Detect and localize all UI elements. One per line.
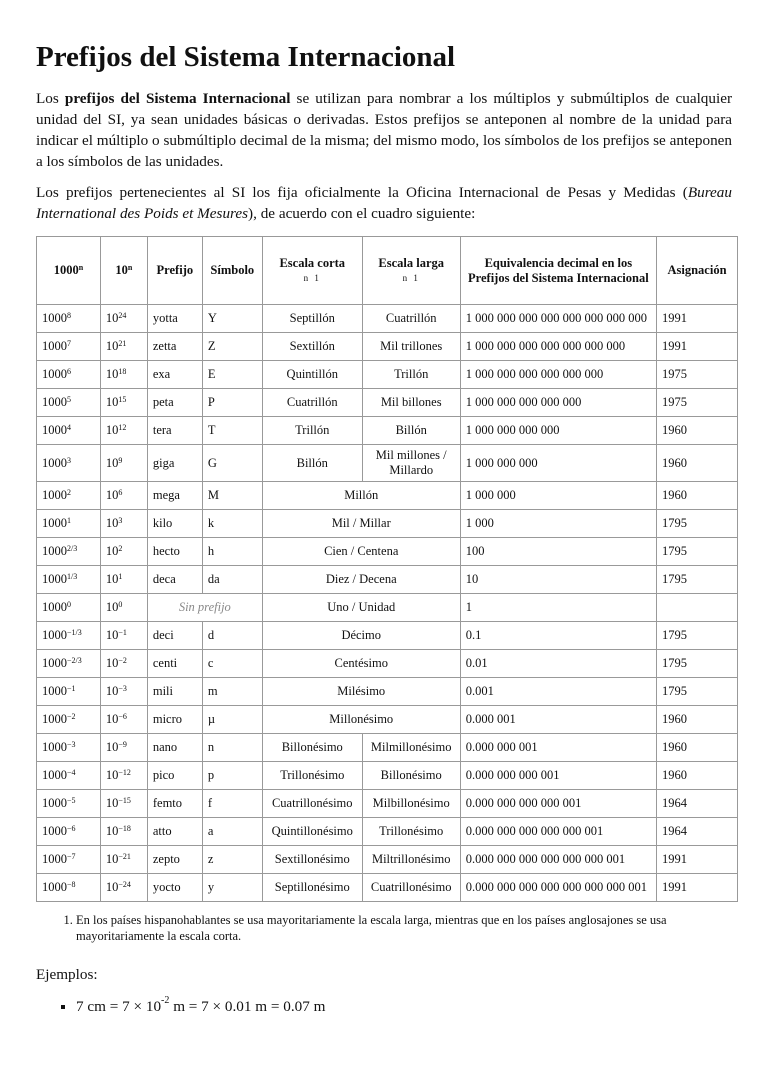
long-scale-cell: Trillonésimo	[362, 818, 460, 846]
scale-name-cell: Décimo	[262, 622, 460, 650]
power-10-cell: $10^{24}$	[100, 305, 147, 333]
prefix-cell: pico	[147, 762, 202, 790]
bureau-name[interactable]: Bureau International des Poids et Mesures	[36, 184, 732, 222]
decimal-equivalent-cell: 0.000 000 000 000 001	[460, 790, 656, 818]
scale-name-cell: Millón	[262, 482, 460, 510]
power-10-cell: $10^{15}$	[100, 389, 147, 417]
power-10-cell: $10^{21}$	[100, 333, 147, 361]
text: Los	[36, 90, 65, 107]
power-10-cell: $10^{-1}$	[100, 622, 147, 650]
decimal-equivalent-cell: 0.1	[460, 622, 656, 650]
prefix-cell: atto	[147, 818, 202, 846]
scale-name-cell: Centésimo	[262, 650, 460, 678]
power-10-cell: $10^{-21}$	[100, 846, 147, 874]
power-1000-cell: $1000^{-4}$	[37, 762, 101, 790]
power-10-cell: $10^{12}$	[100, 417, 147, 445]
long-scale-cell: Cuatrillonésimo	[362, 874, 460, 902]
page-title: Prefijos del Sistema Internacional	[36, 41, 456, 73]
header-10n: 10$^n$	[100, 237, 147, 305]
prefix-cell: zetta	[147, 333, 202, 361]
power-1000-cell: 1000$^6$	[37, 361, 101, 389]
power-10-cell: $10^0$	[100, 594, 147, 622]
prefix-cell: kilo	[147, 510, 202, 538]
symbol-cell: d	[202, 622, 262, 650]
power-1000-cell: 1000$^4$	[37, 417, 101, 445]
intro-paragraph	[36, 88, 732, 172]
year-cell: 1991	[657, 874, 738, 902]
symbol-cell: µ	[202, 706, 262, 734]
decimal-equivalent-cell: 0.001	[460, 678, 656, 706]
table-row	[37, 510, 738, 538]
table-row	[37, 818, 738, 846]
power-1000-cell: 1000$^3$	[37, 445, 101, 482]
prefix-cell: mega	[147, 482, 202, 510]
year-cell: 1960	[657, 482, 738, 510]
short-scale-cell: Septillonésimo	[262, 874, 362, 902]
power-1000-cell: $1000^{-2/3}$	[37, 650, 101, 678]
year-cell: 1991	[657, 333, 738, 361]
power-10-cell: $10^{-24}$	[100, 874, 147, 902]
header-equivalencia: Equivalencia decimal en los Prefijos del Sistema Internacional	[460, 237, 656, 305]
example-item: ▪ 7 cm = $7 \times 10^{-2}$ m = 7 × 0.01 m = 0.07 m	[76, 998, 732, 1016]
short-scale-cell: Sextillonésimo	[262, 846, 362, 874]
decimal-equivalent-cell: 100	[460, 538, 656, 566]
power-10-cell: $10^{-2}$	[100, 650, 147, 678]
power-10-cell: $10^1$	[100, 566, 147, 594]
year-cell: 1964	[657, 790, 738, 818]
decimal-equivalent-cell: 1	[460, 594, 656, 622]
header-escala-larga: Escala larga n 1	[362, 237, 460, 305]
year-cell: 1991	[657, 305, 738, 333]
decimal-equivalent-cell: 1 000	[460, 510, 656, 538]
prefix-cell: exa	[147, 361, 202, 389]
prefix-cell: zepto	[147, 846, 202, 874]
symbol-cell: da	[202, 566, 262, 594]
decimal-equivalent-cell: 0.000 001	[460, 706, 656, 734]
power-10-cell: $10^{-15}$	[100, 790, 147, 818]
long-scale-cell: Milbillonésimo	[362, 790, 460, 818]
symbol-cell: G	[202, 445, 262, 482]
power-1000-cell: $1000^{1/3}$	[37, 566, 101, 594]
long-scale-cell: Trillón	[362, 361, 460, 389]
prefix-cell: giga	[147, 445, 202, 482]
table-row	[37, 790, 738, 818]
decimal-equivalent-cell: 1 000 000 000	[460, 445, 656, 482]
long-scale-cell: Mil millones / Millardo	[362, 445, 460, 482]
power-10-cell: $10^2$	[100, 538, 147, 566]
scale-name-cell: Mil / Millar	[262, 510, 460, 538]
symbol-cell: h	[202, 538, 262, 566]
text: ), de acuerdo con el cuadro siguiente:	[248, 205, 476, 222]
decimal-equivalent-cell: 0.01	[460, 650, 656, 678]
power-1000-cell: $1000^{-5}$	[37, 790, 101, 818]
prefix-cell: mili	[147, 678, 202, 706]
short-scale-cell: Sextillón	[262, 333, 362, 361]
year-cell: 1960	[657, 417, 738, 445]
table-row	[37, 445, 738, 482]
long-scale-cell: Mil trillones	[362, 333, 460, 361]
table-row	[37, 417, 738, 445]
symbol-cell: E	[202, 361, 262, 389]
header-escala-corta: Escala corta n 1	[262, 237, 362, 305]
long-scale-cell: Cuatrillón	[362, 305, 460, 333]
short-scale-cell: Quintillonésimo	[262, 818, 362, 846]
decimal-equivalent-cell: 1 000 000 000 000	[460, 417, 656, 445]
prefix-cell: micro	[147, 706, 202, 734]
year-cell: 1964	[657, 818, 738, 846]
power-10-cell: $10^{-6}$	[100, 706, 147, 734]
scale-name-cell: Millonésimo	[262, 706, 460, 734]
year-cell: 1795	[657, 622, 738, 650]
header-simbolo: Símbolo	[202, 237, 262, 305]
decimal-equivalent-cell: 1 000 000 000 000 000 000	[460, 361, 656, 389]
table-row	[37, 678, 738, 706]
scale-name-cell: Cien / Centena	[262, 538, 460, 566]
prefix-cell: nano	[147, 734, 202, 762]
decimal-equivalent-cell: 0.000 000 001	[460, 734, 656, 762]
year-cell	[657, 594, 738, 622]
table-row	[37, 333, 738, 361]
prefix-cell: hecto	[147, 538, 202, 566]
power-1000-cell: $1000^{2/3}$	[37, 538, 101, 566]
prefix-cell: deca	[147, 566, 202, 594]
power-10-cell: $10^{-3}$	[100, 678, 147, 706]
long-scale-cell: Milmillonésimo	[362, 734, 460, 762]
decimal-equivalent-cell: 0.000 000 000 000 000 000 001	[460, 846, 656, 874]
year-cell: 1991	[657, 846, 738, 874]
table-row	[37, 389, 738, 417]
power-10-cell: $10^6$	[100, 482, 147, 510]
power-1000-cell: $1000^{-8}$	[37, 874, 101, 902]
scale-name-cell: Uno / Unidad	[262, 594, 460, 622]
symbol-cell: y	[202, 874, 262, 902]
short-scale-cell: Trillón	[262, 417, 362, 445]
table-row	[37, 482, 738, 510]
table-row	[37, 594, 738, 622]
short-scale-cell: Cuatrillón	[262, 389, 362, 417]
year-cell: 1960	[657, 734, 738, 762]
power-1000-cell: $1000^{-6}$	[37, 818, 101, 846]
table-row	[37, 622, 738, 650]
power-1000-cell: 1000$^0$	[37, 594, 101, 622]
symbol-cell: M	[202, 482, 262, 510]
power-1000-cell: 1000$^2$	[37, 482, 101, 510]
footnotes	[36, 912, 732, 944]
bold-term: prefijos del Sistema Internacional	[64, 90, 291, 107]
power-10-cell: $10^3$	[100, 510, 147, 538]
power-10-cell: $10^{-18}$	[100, 818, 147, 846]
header-1000n: 1000$^n$	[37, 237, 101, 305]
symbol-cell: Y	[202, 305, 262, 333]
symbol-cell: c	[202, 650, 262, 678]
short-scale-cell: Trillonésimo	[262, 762, 362, 790]
table-header-row	[37, 237, 738, 305]
power-1000-cell: 1000$^1$	[37, 510, 101, 538]
short-scale-cell: Septillón	[262, 305, 362, 333]
year-cell: 1975	[657, 361, 738, 389]
long-scale-cell: Miltrillonésimo	[362, 846, 460, 874]
power-10-cell: $10^{18}$	[100, 361, 147, 389]
power-1000-cell: 1000$^8$	[37, 305, 101, 333]
table-row	[37, 650, 738, 678]
decimal-equivalent-cell: 1 000 000 000 000 000	[460, 389, 656, 417]
symbol-cell: f	[202, 790, 262, 818]
decimal-equivalent-cell: 1 000 000 000 000 000 000 000 000	[460, 305, 656, 333]
long-scale-cell: Billonésimo	[362, 762, 460, 790]
table-row	[37, 846, 738, 874]
table-row	[37, 361, 738, 389]
symbol-cell: p	[202, 762, 262, 790]
footnote-1: 1. En los países hispanohablantes se usa mayoritariamente la escala larga, mientras que en los países anglosajones se usa mayoritariamente la escala corta.	[76, 912, 732, 944]
year-cell: 1960	[657, 445, 738, 482]
decimal-equivalent-cell: 0.000 000 000 001	[460, 762, 656, 790]
power-10-cell: $10^9$	[100, 445, 147, 482]
prefix-cell: femto	[147, 790, 202, 818]
symbol-cell: a	[202, 818, 262, 846]
decimal-equivalent-cell: 10	[460, 566, 656, 594]
decimal-equivalent-cell: 1 000 000 000 000 000 000 000	[460, 333, 656, 361]
year-cell: 1795	[657, 566, 738, 594]
examples-heading: Ejemplos:	[36, 966, 98, 983]
power-10-cell: $10^{-9}$	[100, 734, 147, 762]
scale-name-cell: Diez / Decena	[262, 566, 460, 594]
prefix-cell: yocto	[147, 874, 202, 902]
year-cell: 1975	[657, 389, 738, 417]
text: se utilizan para nombrar a los múltiplos y submúltiplos de cualquier unidad del SI, ya sean unidades básicas o derivadas. Estos prefijos se anteponen al nombre de la unidad para indicar el múltiplo o submúltiplo decimal de la misma; del mismo modo, los símbolos de los prefijos se anteponen a los símbolos de las unidades.	[36, 90, 732, 170]
decimal-equivalent-cell: 0.000 000 000 000 000 000 000 001	[460, 874, 656, 902]
no-prefix-cell: Sin prefijo	[147, 594, 262, 622]
long-scale-cell: Billón	[362, 417, 460, 445]
header-asignacion: Asignación	[657, 237, 738, 305]
prefix-cell: deci	[147, 622, 202, 650]
year-cell: 1795	[657, 538, 738, 566]
table-row	[37, 538, 738, 566]
symbol-cell: n	[202, 734, 262, 762]
power-1000-cell: $1000^{-1}$	[37, 678, 101, 706]
header-prefijo: Prefijo	[147, 237, 202, 305]
table-row	[37, 874, 738, 902]
footnote-ref[interactable]: n 1	[303, 272, 321, 283]
prefix-cell: centi	[147, 650, 202, 678]
prefix-cell: tera	[147, 417, 202, 445]
year-cell: 1960	[657, 762, 738, 790]
table-row	[37, 566, 738, 594]
power-10-cell: $10^{-12}$	[100, 762, 147, 790]
year-cell: 1960	[657, 706, 738, 734]
short-scale-cell: Quintillón	[262, 361, 362, 389]
symbol-cell: P	[202, 389, 262, 417]
short-scale-cell: Billón	[262, 445, 362, 482]
prefix-table	[36, 236, 738, 902]
prefix-cell: yotta	[147, 305, 202, 333]
table-row	[37, 762, 738, 790]
year-cell: 1795	[657, 678, 738, 706]
year-cell: 1795	[657, 510, 738, 538]
short-scale-cell: Cuatrillonésimo	[262, 790, 362, 818]
symbol-cell: z	[202, 846, 262, 874]
power-1000-cell: 1000$^7$	[37, 333, 101, 361]
symbol-cell: m	[202, 678, 262, 706]
table-row	[37, 706, 738, 734]
year-cell: 1795	[657, 650, 738, 678]
symbol-cell: T	[202, 417, 262, 445]
scale-name-cell: Milésimo	[262, 678, 460, 706]
long-scale-cell: Mil billones	[362, 389, 460, 417]
table-row	[37, 734, 738, 762]
text: Los prefijos pertenecientes al SI los fija oficialmente la Oficina Internacional de Pesas y Medidas (	[36, 184, 688, 201]
decimal-equivalent-cell: 0.000 000 000 000 000 001	[460, 818, 656, 846]
bureau-paragraph	[36, 182, 732, 224]
power-1000-cell: $1000^{-1/3}$	[37, 622, 101, 650]
table-row	[37, 305, 738, 333]
prefix-cell: peta	[147, 389, 202, 417]
footnote-ref[interactable]: n 1	[402, 272, 420, 283]
symbol-cell: Z	[202, 333, 262, 361]
power-1000-cell: $1000^{-2}$	[37, 706, 101, 734]
symbol-cell: k	[202, 510, 262, 538]
short-scale-cell: Billonésimo	[262, 734, 362, 762]
power-1000-cell: $1000^{-7}$	[37, 846, 101, 874]
power-1000-cell: $1000^{-3}$	[37, 734, 101, 762]
examples-list	[36, 995, 732, 1016]
power-1000-cell: 1000$^5$	[37, 389, 101, 417]
decimal-equivalent-cell: 1 000 000	[460, 482, 656, 510]
